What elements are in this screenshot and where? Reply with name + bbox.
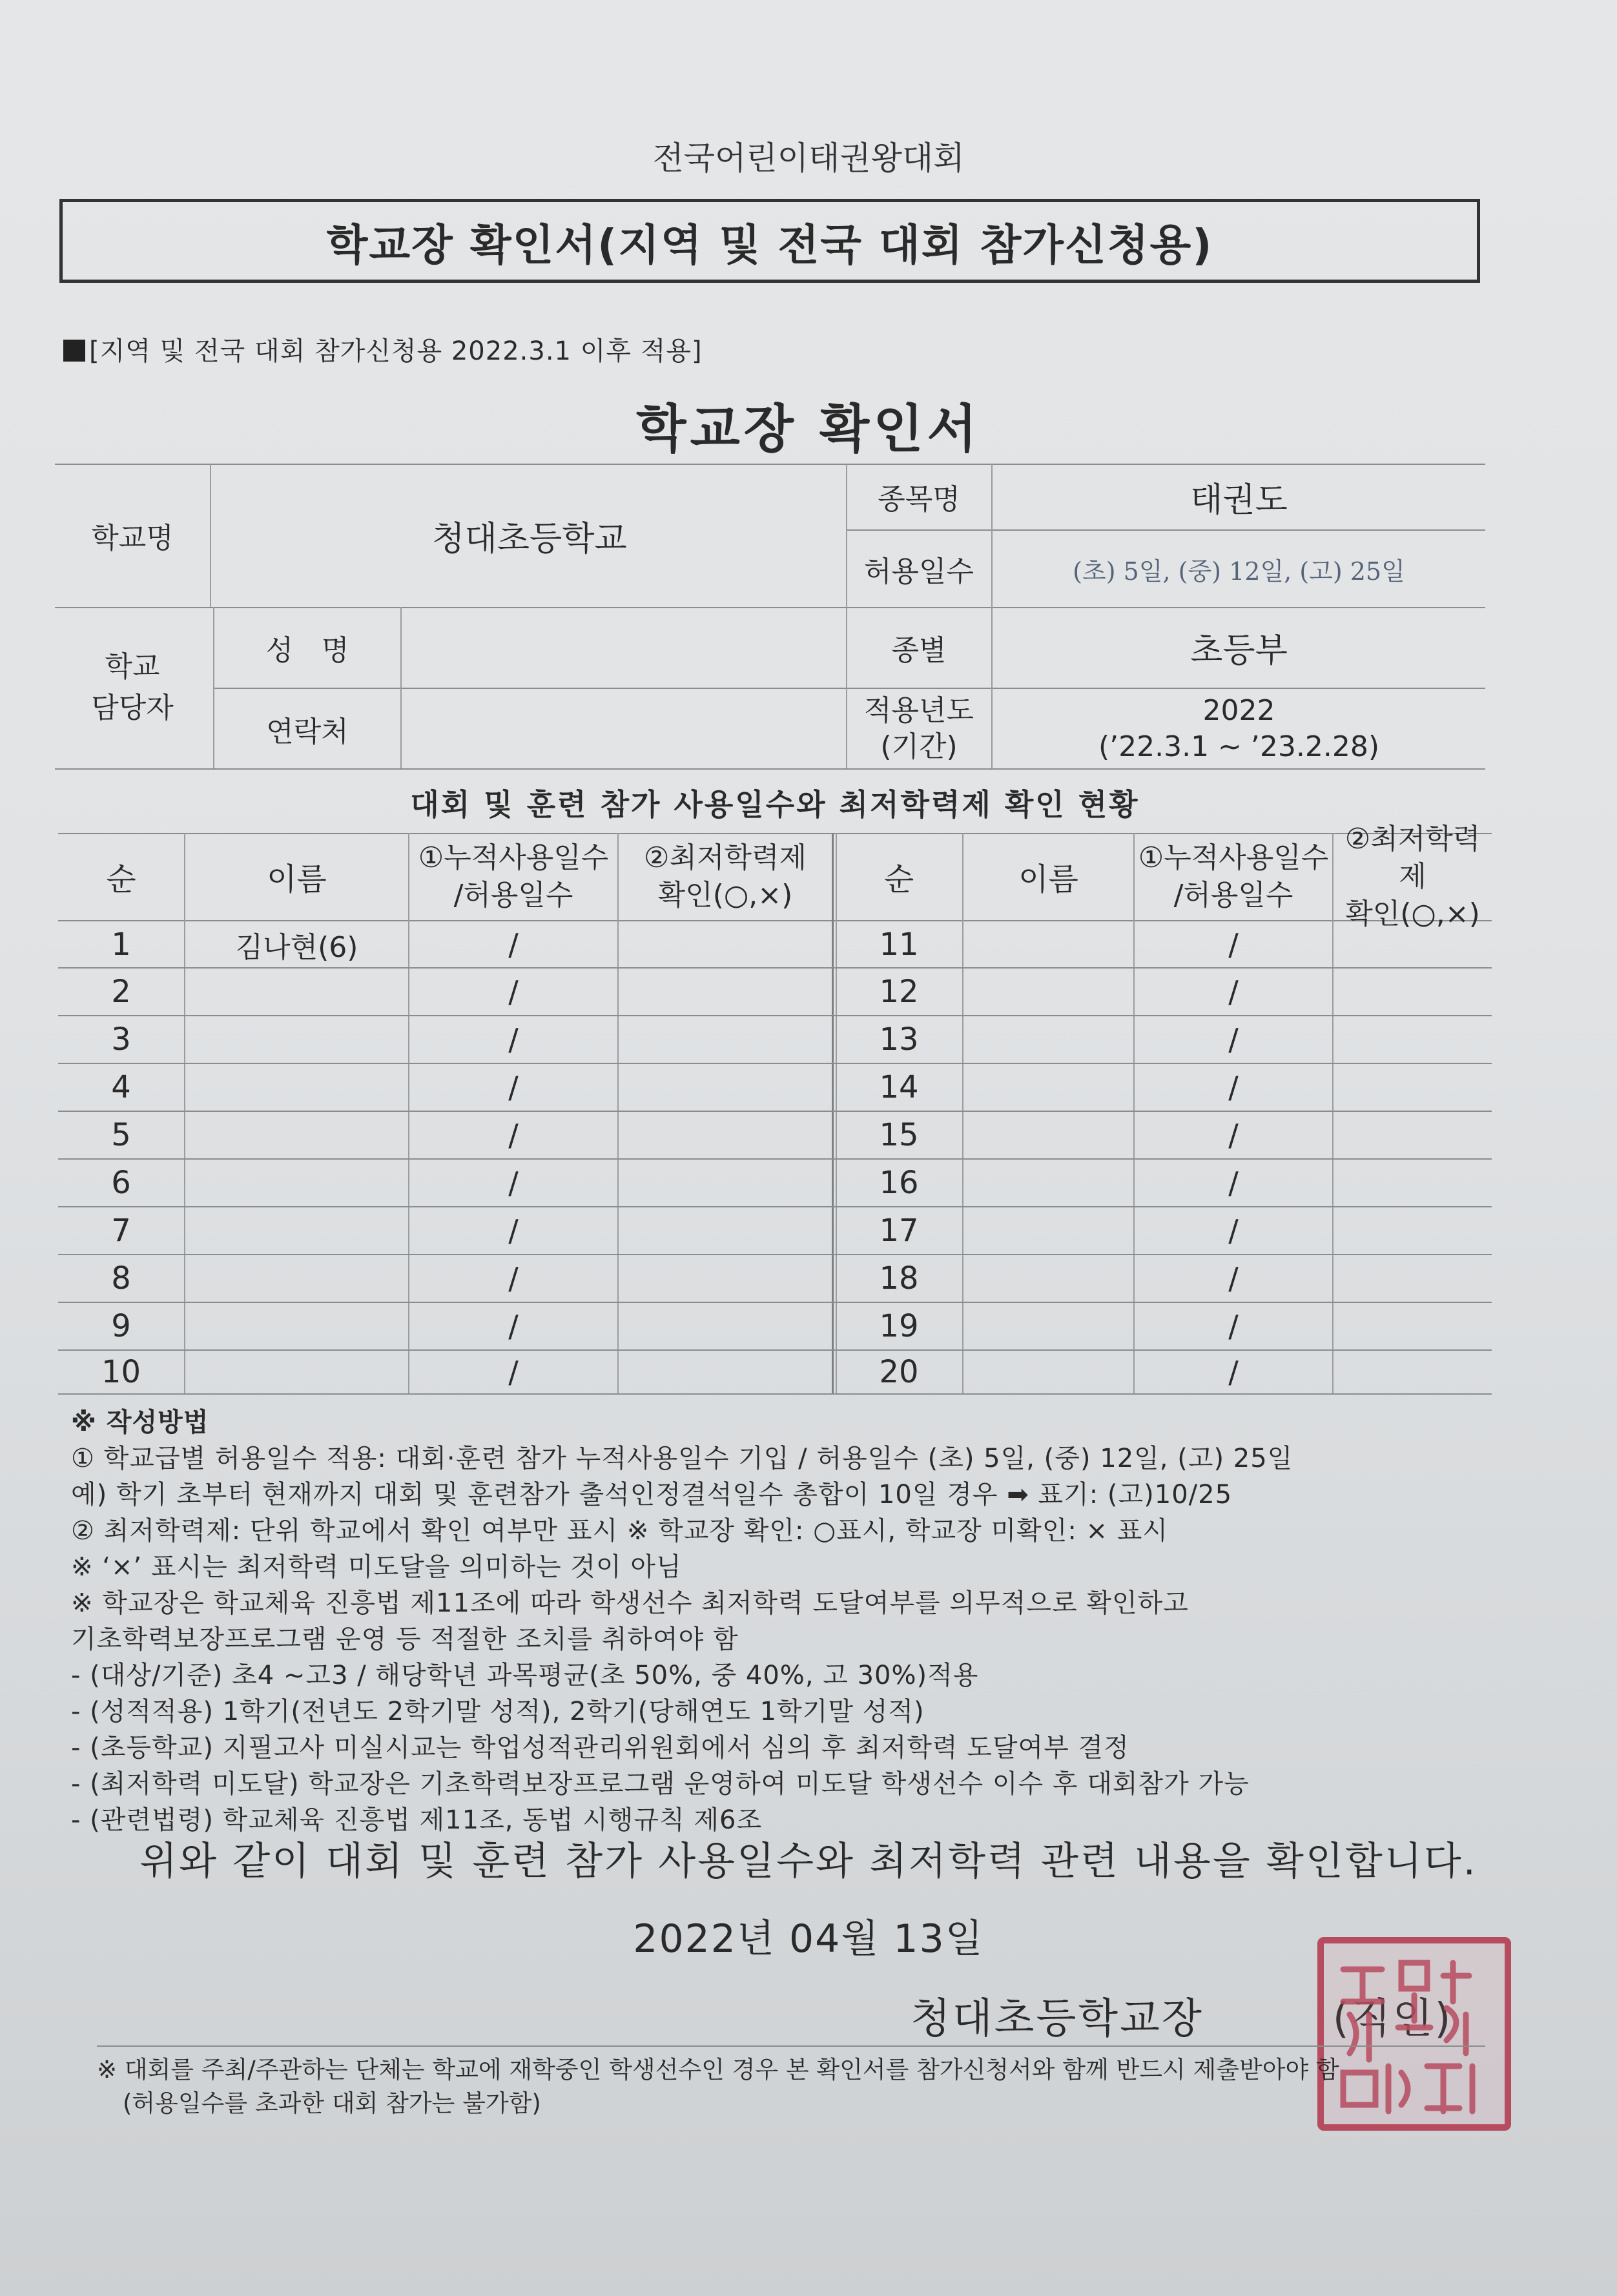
row-name — [185, 1016, 408, 1063]
row-days: / — [1228, 1213, 1239, 1248]
period-value: (’22.3.1 ~ ’23.2.28) — [1098, 730, 1380, 763]
confirmation-sentence: 위와 같이 대회 및 훈련 참가 사용일수와 최저학력 관련 내용을 확인합니다. — [139, 1839, 1478, 1884]
header-days-right-line2: /허용일수 — [1173, 878, 1293, 912]
note-line: 예) 학기 초부터 현재까지 대회 및 훈련참가 출석인정결석일수 총합이 10일 경우 ➡ 표기: (고)10/25 — [71, 1480, 1233, 1510]
row-name — [185, 1255, 408, 1302]
footnote-divider — [97, 2045, 1485, 2047]
table-row — [836, 968, 1492, 1015]
row-min-check — [619, 1302, 832, 1349]
sport-label: 종목명 — [878, 483, 960, 516]
header-min-right-line2: 확인(○,×) — [1345, 897, 1480, 930]
header-days-left-line2: /허용일수 — [453, 878, 573, 912]
row-no: 11 — [879, 926, 919, 963]
row-no: 14 — [879, 1069, 919, 1105]
division-label: 종별 — [891, 633, 947, 667]
table-row — [836, 921, 1492, 968]
row-days: / — [1228, 1069, 1239, 1105]
row-name — [185, 1302, 408, 1349]
row-no: 7 — [111, 1212, 131, 1249]
row-name — [963, 968, 1133, 1015]
row-name — [963, 1350, 1133, 1393]
row-name — [963, 1111, 1133, 1158]
row-days: / — [1228, 1165, 1239, 1200]
header-min-left — [619, 833, 832, 920]
row-days: / — [508, 1069, 519, 1105]
header-min-right — [1334, 822, 1492, 930]
header-no-right: 순 — [883, 861, 914, 897]
row-name — [185, 968, 408, 1015]
row-no: 15 — [879, 1116, 919, 1153]
row-min-check — [1334, 1016, 1492, 1063]
note-line: - (성적적용) 1학기(전년도 2학기말 성적), 2학기(당해연도 1학기말 성적) — [71, 1697, 925, 1727]
info-vline-1 — [210, 464, 211, 607]
issue-date: 2022년 04월 13일 — [633, 1916, 984, 1962]
document-title: 학교장 확인서(지역 및 전국 대회 참가신청용) — [326, 220, 1213, 270]
contact-person-label — [55, 607, 210, 768]
year-label-line2: (기간) — [880, 730, 958, 763]
header-min-left-line1: ②최저학력제 — [644, 841, 807, 874]
table-row — [836, 1302, 1492, 1349]
header-days-right — [1135, 833, 1332, 920]
row-no: 20 — [879, 1353, 919, 1390]
table-row — [58, 1255, 832, 1302]
row-name — [963, 1302, 1133, 1349]
row-days: / — [508, 1260, 519, 1296]
row-min-check — [619, 1016, 832, 1063]
row-days: / — [508, 927, 519, 962]
row-days: / — [508, 1117, 519, 1153]
year-label — [847, 689, 991, 768]
document-title-box — [59, 199, 1480, 283]
row-name — [185, 1159, 408, 1206]
row-days: / — [508, 1308, 519, 1344]
row-name — [185, 1111, 408, 1158]
phone-value — [402, 689, 846, 768]
row-name — [185, 1207, 408, 1254]
row-no: 16 — [879, 1164, 919, 1201]
row-no: 3 — [111, 1021, 131, 1058]
row-name: 김나현(6) — [235, 930, 358, 964]
header-days-left-line1: ①누적사용일수 — [418, 841, 609, 874]
row-days: / — [508, 1165, 519, 1200]
header-days-right-line1: ①누적사용일수 — [1138, 841, 1329, 874]
row-no: 12 — [879, 973, 919, 1010]
row-name — [185, 1063, 408, 1111]
table-row — [58, 968, 832, 1015]
row-min-check — [1334, 921, 1492, 968]
note-line: ① 학교급별 허용일수 적용: 대회·훈련 참가 누적사용일수 기입 / 허용일수 (초) 5일, (중) 12일, (고) 25일 — [71, 1444, 1293, 1473]
row-name — [963, 1016, 1133, 1063]
name-value — [402, 607, 846, 688]
header-no-left: 순 — [106, 861, 136, 897]
row-min-check — [1334, 1207, 1492, 1254]
note-line: - (대상/기준) 초4 ~고3 / 해당학년 과목평균(초 50%, 중 40%, 고 30%)적용 — [71, 1661, 979, 1690]
row-min-check — [1334, 1302, 1492, 1349]
table-row — [58, 1016, 832, 1063]
footnote-line: ※ 대회를 주최/주관하는 단체는 학교에 재학중인 학생선수인 경우 본 확인서를 참가신청서와 함께 반드시 제출받아야 함 — [97, 2056, 1339, 2084]
row-no: 10 — [101, 1353, 141, 1390]
row-no: 18 — [879, 1260, 919, 1297]
table-row — [836, 1063, 1492, 1111]
row-min-check — [1334, 1159, 1492, 1206]
seal-label: (직인) — [1332, 1995, 1453, 2043]
table-row — [58, 1063, 832, 1111]
row-days: / — [1228, 1354, 1239, 1389]
name-label: 성 명 — [265, 633, 349, 667]
table-vline-center — [832, 833, 834, 1395]
table-line-bottom — [58, 1393, 1492, 1395]
header-days-left — [409, 833, 617, 920]
row-days: / — [508, 1354, 519, 1389]
table-row — [58, 1111, 832, 1158]
contact-person-label-line2: 담당자 — [91, 692, 174, 724]
row-no: 5 — [111, 1116, 131, 1153]
note-line: ② 최저학력제: 단위 학교에서 확인 여부만 표시 ※ 학교장 확인: ○표시, 학교장 미확인: × 표시 — [71, 1516, 1169, 1546]
row-days: / — [1228, 927, 1239, 962]
writing-instructions — [71, 1404, 1556, 1838]
row-days: / — [1228, 1260, 1239, 1296]
note-line: ※ 작성방법 — [71, 1408, 209, 1437]
row-min-check — [1334, 1350, 1492, 1393]
row-days: / — [1228, 1021, 1239, 1057]
usage-table — [58, 822, 1492, 1395]
principal-name: 청대초등학교장 — [911, 1995, 1204, 2043]
table-row — [58, 1207, 832, 1254]
info-line-bottom — [55, 768, 1485, 770]
row-name — [185, 1350, 408, 1393]
table-row — [836, 1159, 1492, 1206]
footnote — [97, 2053, 1518, 2120]
black-square-icon — [63, 340, 85, 362]
row-name — [963, 1207, 1133, 1254]
row-min-check — [619, 921, 832, 968]
row-min-check — [1334, 1255, 1492, 1302]
row-days: / — [508, 974, 519, 1009]
note-line: - (초등학교) 지필고사 미실시교는 학업성적관리위원회에서 심의 후 최저학력 도달여부 결정 — [71, 1733, 1129, 1763]
row-no: 17 — [879, 1212, 919, 1249]
header-name-left: 이름 — [267, 861, 327, 897]
year-value: 2022 — [1202, 693, 1275, 727]
row-no: 6 — [111, 1164, 131, 1201]
applicability-notice — [63, 331, 703, 367]
row-name — [963, 921, 1133, 968]
footnote-line: (허용일수를 초과한 대회 참가는 불가함) — [123, 2089, 541, 2117]
row-min-check — [619, 1063, 832, 1111]
note-line: 기초학력보장프로그램 운영 등 적절한 조치를 취하여야 함 — [71, 1625, 739, 1654]
row-days: / — [508, 1213, 519, 1248]
row-days: / — [1228, 1117, 1239, 1153]
table-row — [836, 1350, 1492, 1393]
row-no: 8 — [111, 1260, 131, 1297]
row-min-check — [619, 1207, 832, 1254]
header-min-right-line1: ②최저학력제 — [1344, 822, 1481, 893]
note-line: ※ ‘×’ 표시는 최저학력 미도달을 의미하는 것이 아님 — [71, 1552, 682, 1582]
header-name-right: 이름 — [1018, 861, 1078, 897]
row-min-check — [1334, 1063, 1492, 1111]
note-line: ※ 학교장은 학교체육 진흥법 제11조에 따라 학생선수 최저학력 도달여부를 의무적으로 확인하고 — [71, 1588, 1189, 1618]
contact-person-label-line1: 학교 — [105, 650, 160, 683]
section-title: 대회 및 훈련 참가 사용일수와 최저학력제 확인 현황 — [410, 787, 1140, 822]
school-label: 학교명 — [91, 522, 174, 555]
table-row — [836, 1016, 1492, 1063]
header-min-left-line2: 확인(○,×) — [657, 878, 793, 912]
table-row — [58, 1159, 832, 1206]
row-days: / — [1228, 1308, 1239, 1344]
notice-text: [지역 및 전국 대회 참가신청용 2022.3.1 이후 적용] — [89, 336, 703, 366]
row-min-check — [1334, 1111, 1492, 1158]
year-label-line1: 적용년도 — [863, 693, 974, 727]
row-min-check — [619, 1159, 832, 1206]
row-min-check — [619, 1111, 832, 1158]
note-line: - (관련법령) 학교체육 진흥법 제11조, 동법 시행규칙 제6조 — [71, 1805, 763, 1835]
row-no: 2 — [111, 973, 131, 1010]
row-min-check — [619, 968, 832, 1015]
row-days: / — [1228, 974, 1239, 1009]
allowed-days-value: (초) 5일, (중) 12일, (고) 25일 — [1073, 557, 1405, 586]
row-no: 4 — [111, 1069, 131, 1105]
row-name — [963, 1255, 1133, 1302]
row-min-check — [619, 1255, 832, 1302]
row-name — [963, 1063, 1133, 1111]
row-days: / — [508, 1021, 519, 1057]
row-min-check — [1334, 968, 1492, 1015]
table-row — [836, 1111, 1492, 1158]
division-value: 초등부 — [1190, 631, 1288, 670]
allowed-days-label: 허용일수 — [863, 555, 974, 588]
form-title: 학교장 확인서 — [636, 399, 981, 459]
table-row — [836, 1255, 1492, 1302]
table-row — [58, 1350, 832, 1393]
event-name: 전국어린이태권왕대회 — [652, 139, 965, 177]
phone-label: 연락처 — [266, 715, 349, 748]
row-min-check — [619, 1350, 832, 1393]
note-line: - (최저학력 미도달) 학교장은 기초학력보장프로그램 운영하여 미도달 학생선수 이수 후 대회참가 가능 — [71, 1769, 1250, 1799]
row-no: 13 — [879, 1021, 919, 1058]
row-name — [963, 1159, 1133, 1206]
row-no: 19 — [879, 1307, 919, 1344]
table-row — [836, 1207, 1492, 1254]
year-value-cell — [993, 689, 1485, 768]
sport-value: 태권도 — [1190, 480, 1288, 520]
table-row — [58, 1302, 832, 1349]
row-no: 1 — [111, 926, 131, 963]
row-no: 9 — [111, 1307, 131, 1344]
table-row — [58, 921, 832, 968]
school-value: 청대초등학교 — [432, 519, 627, 559]
